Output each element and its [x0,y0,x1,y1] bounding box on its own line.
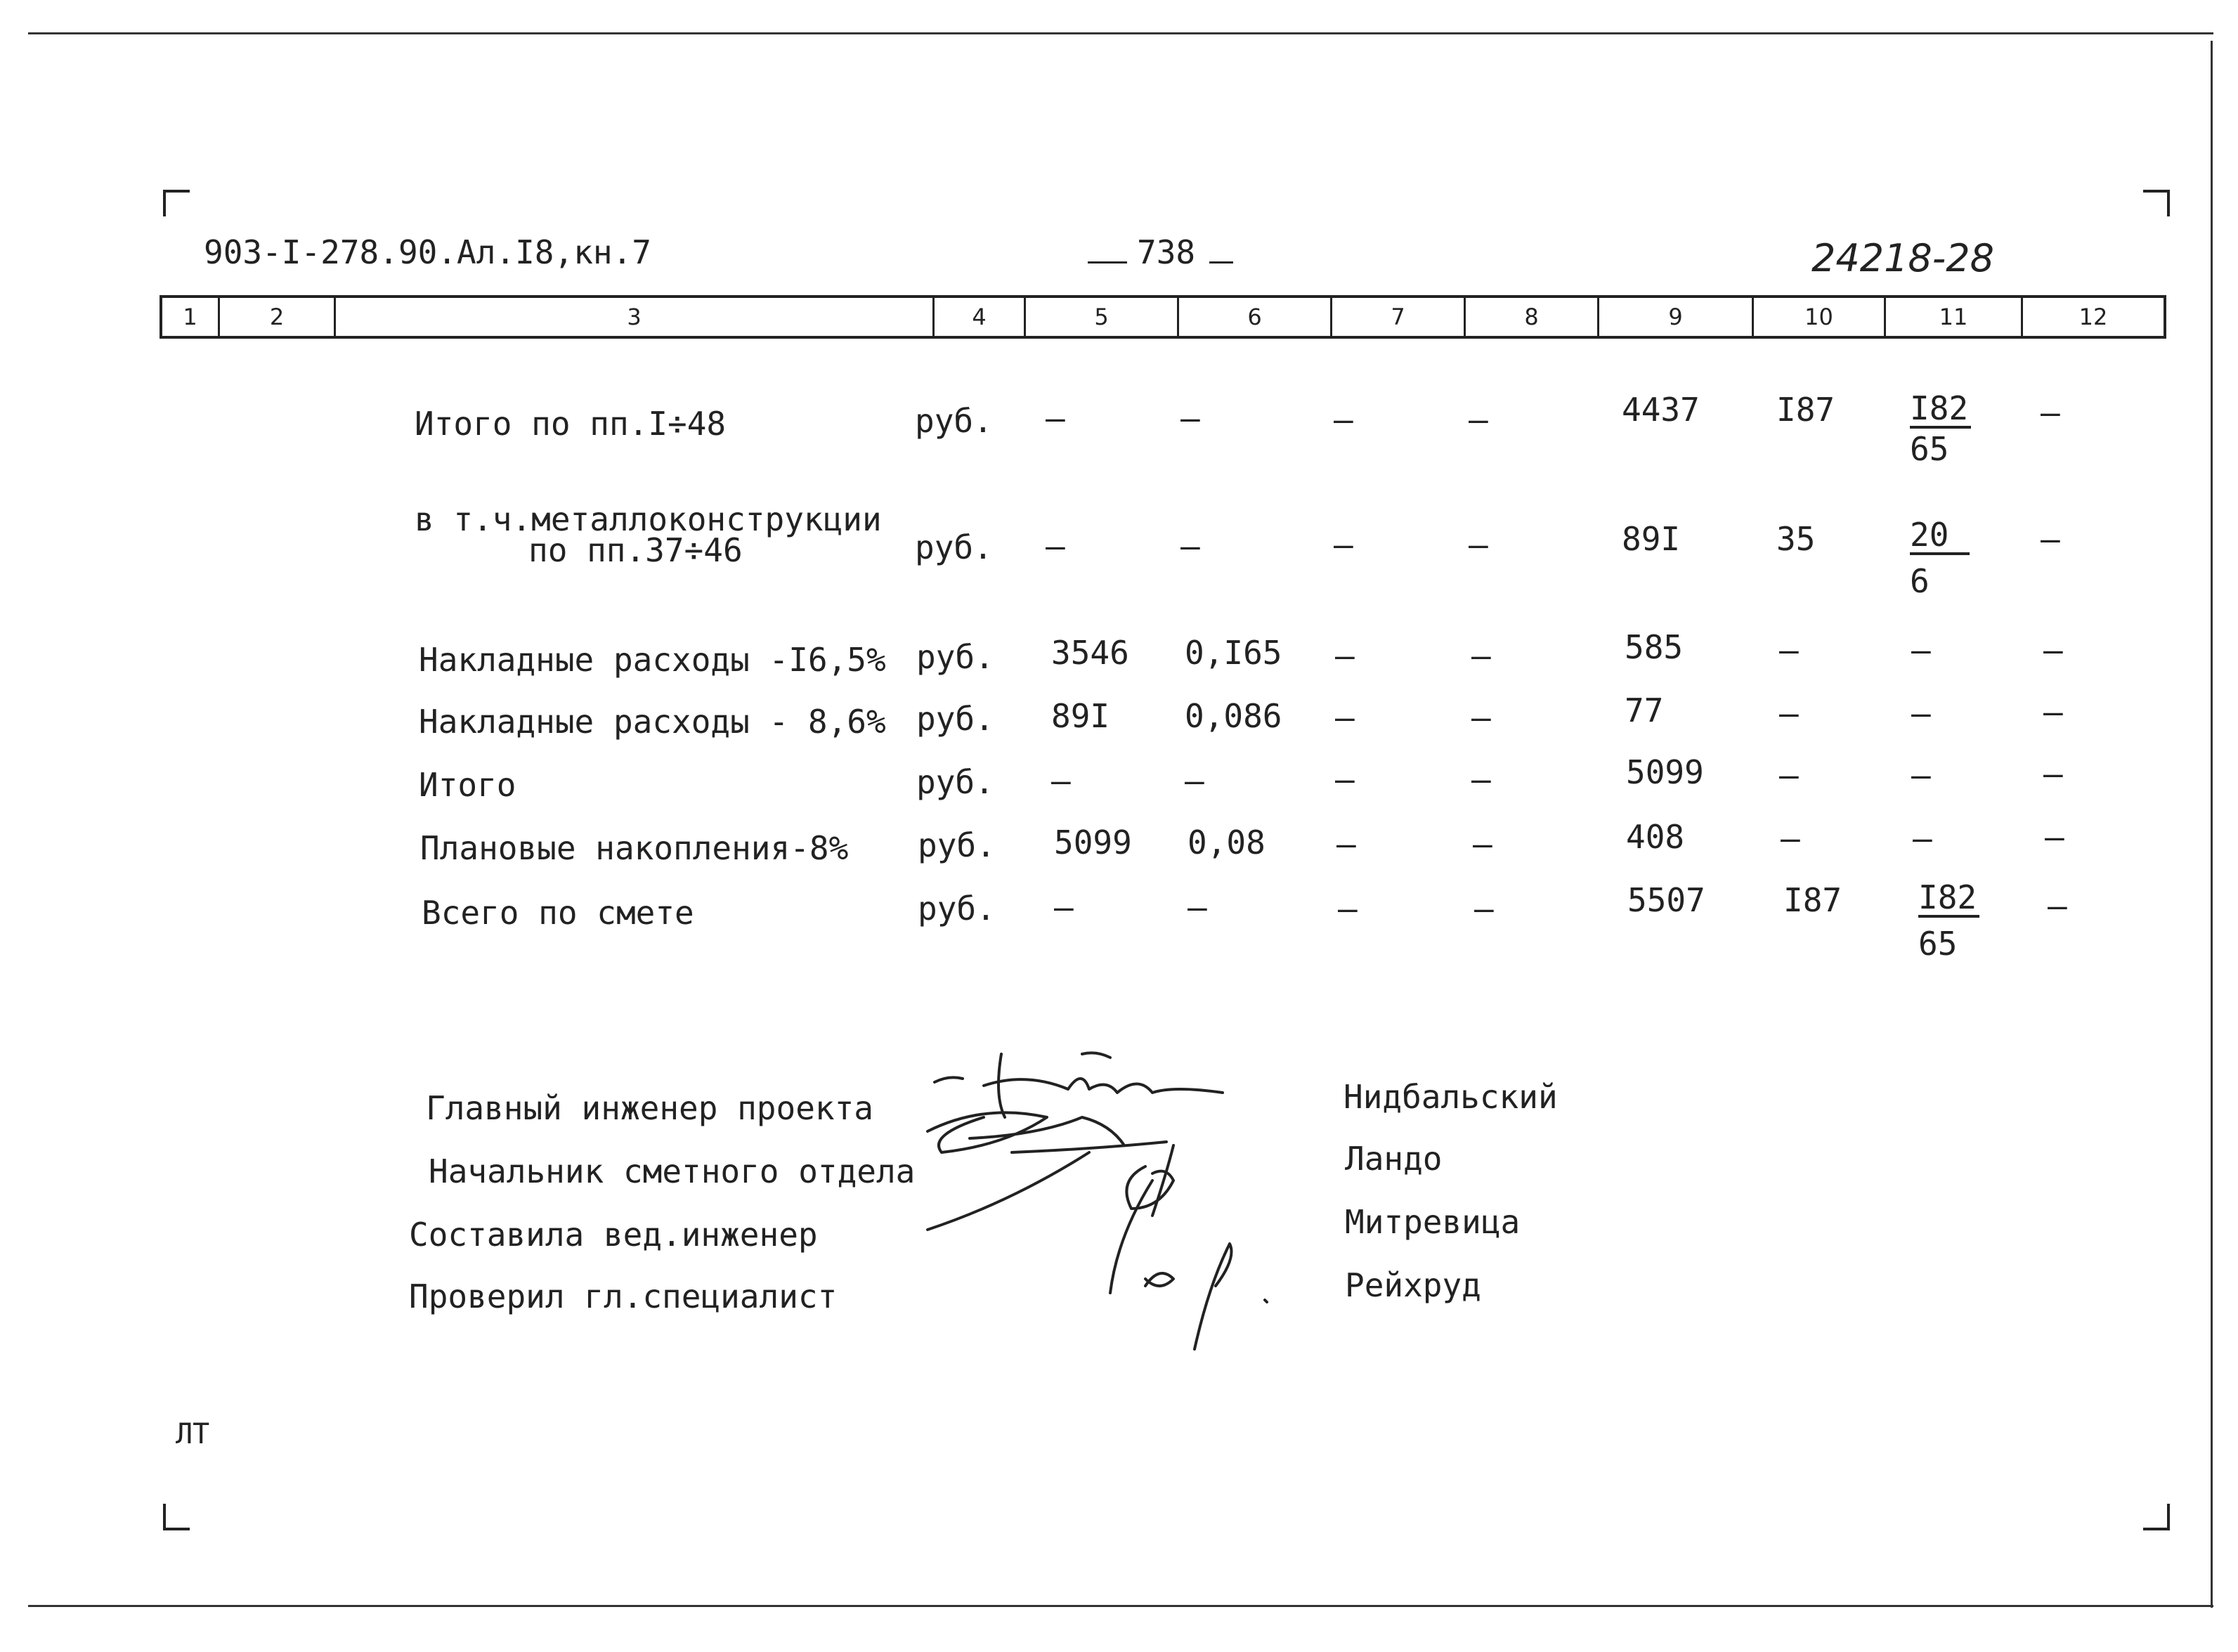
column-number: 11 [1886,298,2023,336]
signature-role: Проверил гл.специалист [409,1277,838,1315]
cell-col12: – [2041,520,2060,558]
row-label: Всего по смете [422,894,694,932]
cell-col9: 89I [1622,520,1681,558]
handwritten-signatures [871,1012,1293,1377]
row-label-line1: в т.ч.металлоконструкции [415,500,882,538]
row-unit: руб. [918,890,996,928]
row-label-line2: по пп.37÷46 [528,531,743,569]
corner-mark-bottom-left [163,1504,190,1530]
cell-col5: – [1051,762,1071,800]
cell-col9: 585 [1625,628,1684,666]
cell-col6: 0,I65 [1185,634,1282,672]
footer-mark: ЛТ [176,1418,210,1450]
cell-col11: – [1911,756,1931,794]
row-label: Итого по пп.I÷48 [415,405,727,443]
row-unit: руб. [915,528,993,566]
cell-col6: 0,086 [1185,697,1282,735]
cell-col6: – [1180,527,1200,565]
cell-col7: – [1334,401,1353,438]
frame-bottom-line [28,1605,2213,1607]
column-number: 5 [1026,298,1179,336]
row-unit: руб. [916,638,994,676]
column-number-strip [160,295,2166,339]
cell-col12: – [2048,887,2067,925]
cell-col8: – [1469,401,1488,438]
cell-col11: – [1911,694,1931,732]
cell-col7: – [1335,637,1355,675]
cell-col7: – [1338,890,1358,928]
column-number: 8 [1466,298,1599,336]
signature-scribble-4 [1145,1244,1267,1349]
cell-col5: – [1054,888,1074,926]
cell-col10: – [1779,756,1799,794]
cell-col10: – [1779,694,1799,732]
row-unit: руб. [916,763,994,801]
corner-mark-bottom-right [2143,1504,2170,1530]
cell-col11-fraction [1910,389,1971,468]
document-code: 903-I-278.90.Ал.I8,кн.7 [204,233,651,271]
cell-col9: 77 [1625,691,1664,729]
cell-col9: 4437 [1622,391,1700,429]
row-label: Накладные расходы - 8,6% [419,703,886,741]
corner-mark-top-right [2143,190,2170,216]
frame-right-line [2211,41,2213,1608]
cell-col10: I87 [1776,391,1835,429]
fraction-numerator: 20 [1910,519,1970,555]
column-number: 12 [2078,304,2108,330]
frame-top-line [28,32,2213,34]
cell-col5: 89I [1051,697,1110,735]
cell-col7: – [1335,698,1355,736]
cell-col11-fraction [1910,516,1970,600]
signature-scribble-3 [1110,1145,1173,1293]
cell-col9: 5507 [1627,881,1705,919]
cell-col8: – [1469,526,1488,564]
cell-col7: – [1336,825,1356,863]
cell-col12: – [2045,818,2064,856]
cell-col6: 0,08 [1188,824,1266,861]
signature-name: Рейхруд [1345,1266,1481,1304]
cell-col11-fraction [1918,878,1979,963]
row-unit: руб. [916,700,994,738]
row-label: Плановые накопления-8% [420,829,849,867]
cell-col5: – [1046,527,1065,565]
cell-col6: – [1185,762,1204,800]
cell-col10: – [1781,819,1800,857]
fraction-numerator: I82 [1910,392,1971,429]
fraction-denominator: 65 [1910,430,1949,468]
signature-role: Составила вед.инженер [409,1216,818,1254]
fraction-numerator: I82 [1918,881,1979,918]
signature-name: Ландо [1345,1140,1443,1178]
column-number: 10 [1754,298,1886,336]
cell-col9: 5099 [1626,753,1704,791]
column-number: 3 [336,298,935,336]
fraction-denominator: 65 [1918,925,1958,963]
column-number: 7 [1332,298,1466,336]
cell-col6: – [1188,888,1207,926]
column-number: 9 [1599,298,1754,336]
cell-col10: – [1779,631,1799,669]
cell-col8: – [1471,637,1491,675]
cell-col5: 3546 [1051,634,1129,672]
cell-col12: – [2041,394,2060,431]
archive-number: 24218-28 [1811,236,1994,280]
cell-col12: – [2043,631,2063,669]
cell-col7: – [1335,760,1355,798]
column-number: 2 [220,298,336,336]
row-label: Итого [419,766,516,804]
signature-role: Начальник сметного отдела [429,1152,916,1190]
cell-col7: – [1334,526,1353,564]
fraction-denominator: 6 [1910,562,1930,600]
column-number: 4 [935,298,1026,336]
signature-scribble-1 [935,1053,1223,1117]
cell-col12: – [2043,693,2063,731]
cell-col6: – [1180,399,1200,437]
cell-col11: – [1911,631,1931,669]
cell-col5: – [1046,399,1065,437]
corner-mark-top-left [163,190,190,216]
column-number: 6 [1179,298,1332,336]
cell-col11: – [1913,819,1932,857]
signature-name: Нидбальский [1344,1078,1558,1116]
row-unit: руб. [915,402,993,440]
signature-role: Главный инженер проекта [426,1089,873,1127]
cell-col12: – [2043,755,2063,793]
cell-col8: – [1474,890,1494,928]
cell-col8: – [1471,760,1491,798]
page-number-value: 738 [1137,233,1196,271]
cell-col8: – [1471,698,1491,736]
cell-col9: 408 [1626,818,1685,856]
cell-col10: 35 [1776,520,1816,558]
cell-col8: – [1473,825,1492,863]
row-label: Накладные расходы -I6,5% [419,641,886,679]
cell-col5: 5099 [1054,824,1132,861]
page-number [1088,233,1233,271]
signature-name: Митревица [1345,1203,1521,1241]
column-number: 1 [162,298,220,336]
row-unit: руб. [918,826,996,864]
cell-col10: I87 [1783,881,1842,919]
signature-scribble-2 [928,1112,1166,1230]
